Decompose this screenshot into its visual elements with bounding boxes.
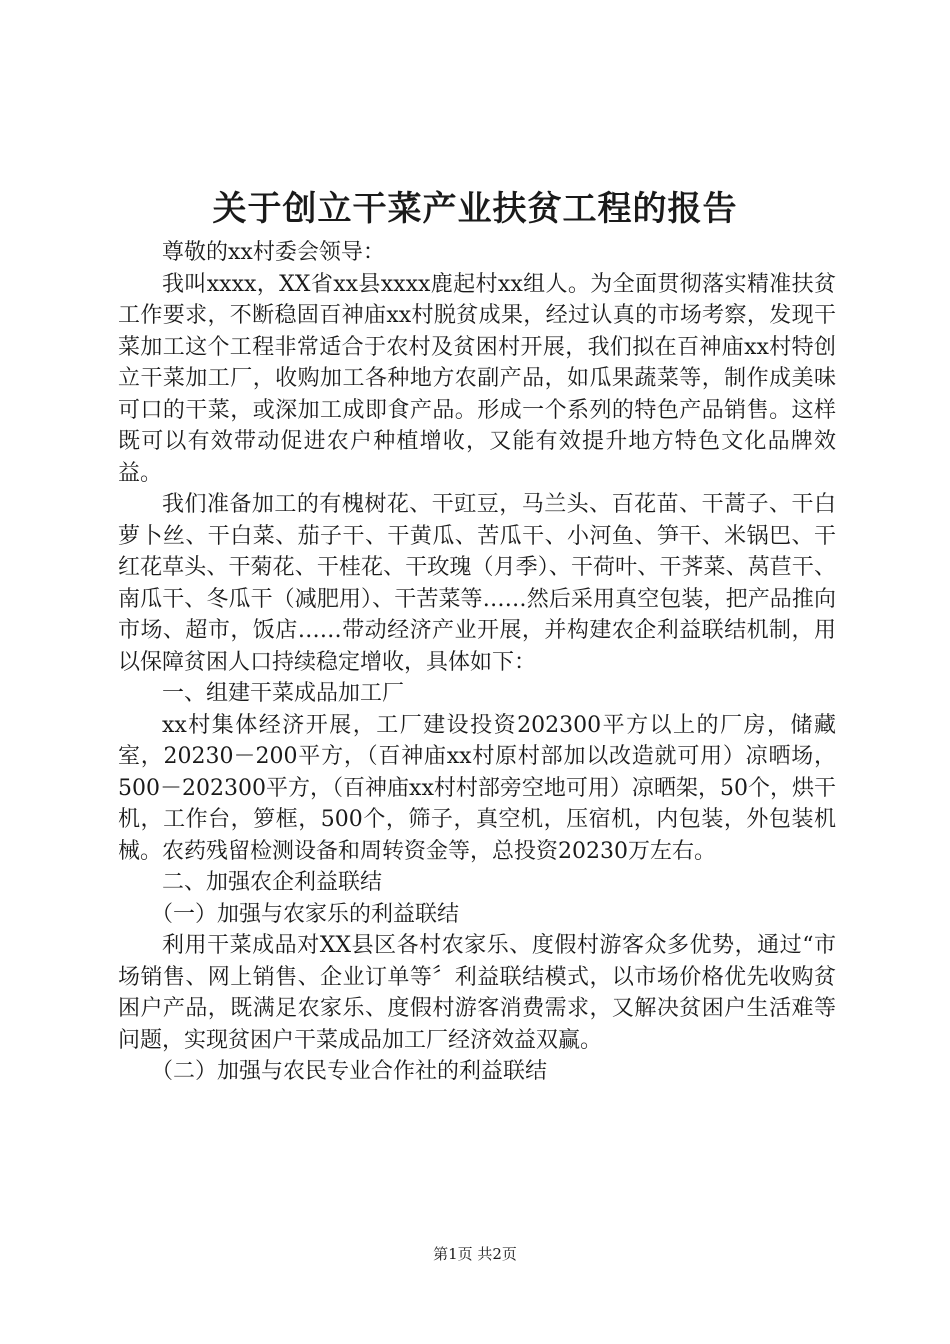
section-heading-1: 一、组建干菜成品加工厂 <box>162 681 405 706</box>
salutation: 尊敬的xx村委会领导： <box>162 240 385 265</box>
paragraph-farmhouse-linkage: 利用干菜成品对XX县区各村农家乐、度假村游客众多优势，通过“市场销售、网上销售、企业订单等〞利益联结模式，以市场价格优先收购贫困户产品，既满足农家乐、度假村游客消费需求，又解决贫困户生活难等问题，实现贫困户干菜成品加工厂经济效益双赢。 <box>118 933 836 1053</box>
document-title: 关于创立干菜产业扶贫工程的报告 <box>212 189 738 229</box>
paragraph-product-list: 我们准备加工的有槐树花、干豇豆，马兰头、百花苗、干蒿子、干白萝卜丝、干白菜、茄子干、干黄瓜、苦瓜干、小河鱼、笋干、米锅巴、干红花草头、干菊花、干桂花、干玫瑰（月季）、干荷叶、干荠菜、莴苣干、南瓜干、冬瓜干（减肥用）、干苦菜等……然后采用真空包装，把产品推向市场、超市，饭店……带动经济产业开展，并构建农企利益联结机制，用以保障贫困人口持续稳定增收，具体如下： <box>118 492 836 675</box>
subsection-heading-2: （二）加强与农民专业合作社的利益联结 <box>151 1059 548 1084</box>
subsection-heading-1: （一）加强与农家乐的利益联结 <box>151 901 460 927</box>
document-body <box>118 237 836 1088</box>
page-footer: 第1页 共2页 <box>433 1245 517 1263</box>
section-heading-2: 二、加强农企利益联结 <box>162 870 383 895</box>
paragraph-factory-investment: xx村集体经济开展，工厂建设投资202300平方以上的厂房，储藏室，20230－200平方，（百神庙xx村原村部加以改造就可用）凉晒场，500－202300平方，（百神庙xx村村部旁空地可用）凉晒架，50个，烘干机，工作台，箩框，500个，筛子，真空机，压宿机，内包装，外包装机械。农药残留检测设备和周转资金等，总投资20230万左右。 <box>118 712 836 864</box>
paragraph-introduction: 我叫xxxx，XX省xx县xxxx鹿起村xx组人。为全面贯彻落实精准扶贫工作要求，不断稳固百神庙xx村脱贫成果，经过认真的市场考察，发现干菜加工这个工程非常适合于农村及贫困村开展，我们拟在百神庙xx村特创立干菜加工厂，收购加工各种地方农副产品，如瓜果蔬菜等，制作成美味可口的干菜，或深加工成即食产品。形成一个系列的特色产品销售。这样既可以有效带动促进农户种植增收，又能有效提升地方特色文化品牌效益。 <box>118 271 836 486</box>
